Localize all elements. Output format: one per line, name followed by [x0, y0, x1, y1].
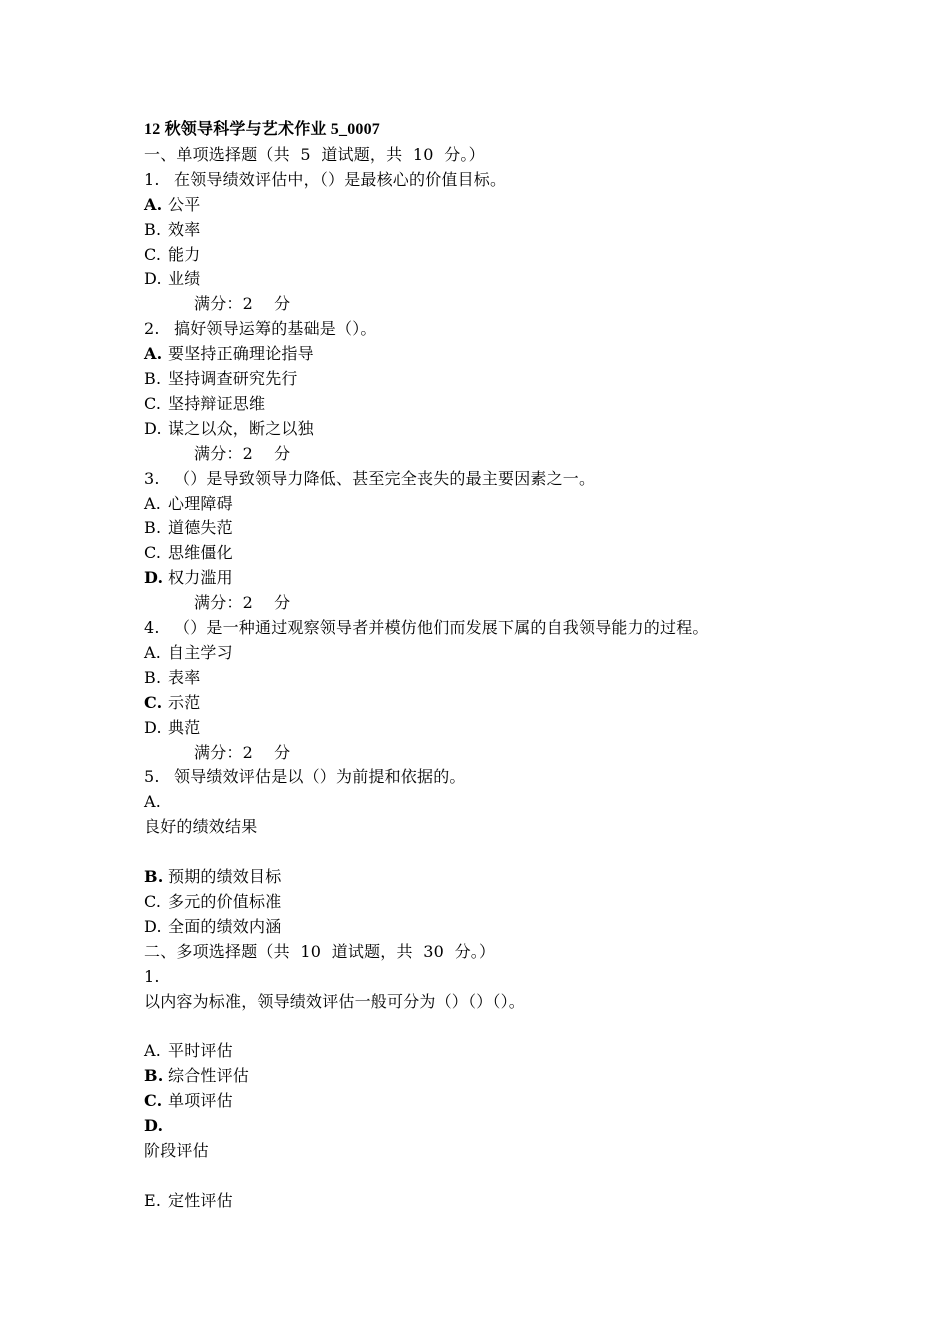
option-text: 示范 [168, 692, 201, 712]
question-line [144, 319, 377, 339]
option-text: 预期的绩效目标 [168, 867, 282, 886]
question-number: 3. [144, 468, 160, 488]
answer-option [144, 419, 314, 439]
option-letter: C. [144, 393, 162, 413]
question-text: （）是一种通过观察领导者并模仿他们而发展下属的自我领导能力的过程。 [174, 618, 709, 637]
option-letter: E. [144, 1190, 162, 1210]
option-letter: B. [144, 867, 164, 886]
option-text: 综合性评估 [168, 1066, 250, 1086]
section-header: 一、单项选择题（共 5 道试题，共 10 分。） [144, 144, 485, 164]
option-letter: A. [144, 1041, 162, 1061]
answer-option [144, 220, 200, 240]
option-letter: A. [144, 642, 162, 662]
answer-option [144, 668, 200, 688]
option-text: 平时评估 [168, 1041, 233, 1061]
option-text: 典范 [168, 717, 201, 737]
text-line: 1. [144, 966, 160, 986]
option-letter: A. [144, 493, 162, 513]
option-letter: C. [144, 1091, 163, 1111]
answer-option [144, 394, 265, 414]
question-number: 4. [144, 618, 160, 637]
option-text: 要坚持正确理论指导 [168, 344, 314, 364]
question-line [144, 618, 709, 638]
option-text: 心理障碍 [168, 493, 233, 513]
answer-option [144, 1091, 233, 1111]
option-letter: C. [144, 244, 162, 264]
answer-option [144, 1066, 249, 1086]
text-line: 以内容为标准，领导绩效评估一般可分为（）（）（）。 [144, 991, 526, 1011]
option-letter: A. [144, 344, 163, 364]
answer-option [144, 369, 298, 389]
question-line [144, 170, 506, 190]
answer-option [144, 1041, 233, 1061]
score-line: 满分：2 分 [194, 593, 291, 613]
answer-option [144, 245, 200, 265]
text-line: 阶段评估 [144, 1140, 209, 1160]
option-letter: B. [144, 219, 162, 239]
answer-option [144, 892, 281, 912]
question-text: 领导绩效评估是以（）为前提和依据的。 [174, 767, 466, 787]
document-title: 12 秋领导科学与艺术作业 5_0007 [144, 121, 381, 138]
option-text: 效率 [168, 219, 201, 239]
answer-option [144, 1191, 233, 1211]
option-text: 道德失范 [168, 518, 233, 538]
option-letter: D. [144, 717, 162, 737]
question-line [144, 767, 466, 787]
answer-option [144, 568, 233, 588]
option-text: 定性评估 [168, 1190, 233, 1210]
answer-option [144, 195, 200, 215]
option-text: 自主学习 [168, 642, 233, 662]
option-text: 单项评估 [168, 1091, 233, 1111]
answer-option [144, 518, 233, 538]
answer-option [144, 718, 200, 738]
answer-option [144, 917, 281, 937]
question-text: （）是导致领导力降低、甚至完全丧失的最主要因素之一。 [174, 468, 596, 488]
option-letter: B. [144, 667, 162, 687]
option-letter: C. [144, 692, 163, 712]
option-text: 公平 [168, 194, 201, 214]
answer-option [144, 1116, 168, 1136]
answer-option [144, 643, 233, 663]
option-letter: D. [144, 568, 164, 588]
question-text: 在领导绩效评估中，（）是最核心的价值目标。 [174, 169, 507, 189]
option-letter: A. [144, 194, 163, 214]
option-letter: D. [144, 418, 162, 438]
option-letter: D. [144, 1116, 164, 1135]
option-text: 思维僵化 [168, 543, 233, 563]
option-letter: D. [144, 916, 162, 936]
question-text: 搞好领导运筹的基础是（）。 [174, 319, 377, 339]
option-text: 全面的绩效内涵 [168, 916, 282, 936]
score-line: 满分：2 分 [194, 742, 291, 762]
question-line [144, 469, 595, 489]
question-number: 1. [144, 169, 160, 189]
option-letter: B. [144, 518, 162, 538]
text-line: 良好的绩效结果 [144, 817, 258, 837]
score-line: 满分：2 分 [194, 294, 291, 314]
option-text: 坚持辩证思维 [168, 393, 266, 413]
answer-option [144, 344, 314, 364]
question-number: 5. [144, 767, 160, 787]
answer-option [144, 494, 233, 514]
answer-option [144, 693, 200, 713]
answer-option [144, 543, 233, 563]
option-letter: B. [144, 369, 162, 388]
option-text: 业绩 [168, 269, 201, 289]
option-letter: C. [144, 891, 162, 911]
question-number: 2. [144, 319, 160, 339]
answer-option [144, 792, 168, 812]
option-text: 权力滥用 [168, 568, 233, 588]
score-line: 满分：2 分 [194, 443, 291, 463]
option-letter: A. [144, 792, 162, 812]
option-letter: D. [144, 269, 162, 289]
option-text: 多元的价值标准 [168, 891, 282, 911]
option-letter: B. [144, 1066, 164, 1086]
answer-option [144, 867, 281, 887]
section-header: 二、多项选择题（共 10 道试题，共 30 分。） [144, 941, 496, 961]
option-text: 能力 [168, 244, 201, 264]
option-letter: C. [144, 543, 162, 563]
answer-option [144, 269, 200, 289]
option-text: 表率 [168, 667, 201, 687]
option-text: 谋之以众，断之以独 [168, 418, 314, 438]
option-text: 坚持调查研究先行 [168, 369, 298, 388]
